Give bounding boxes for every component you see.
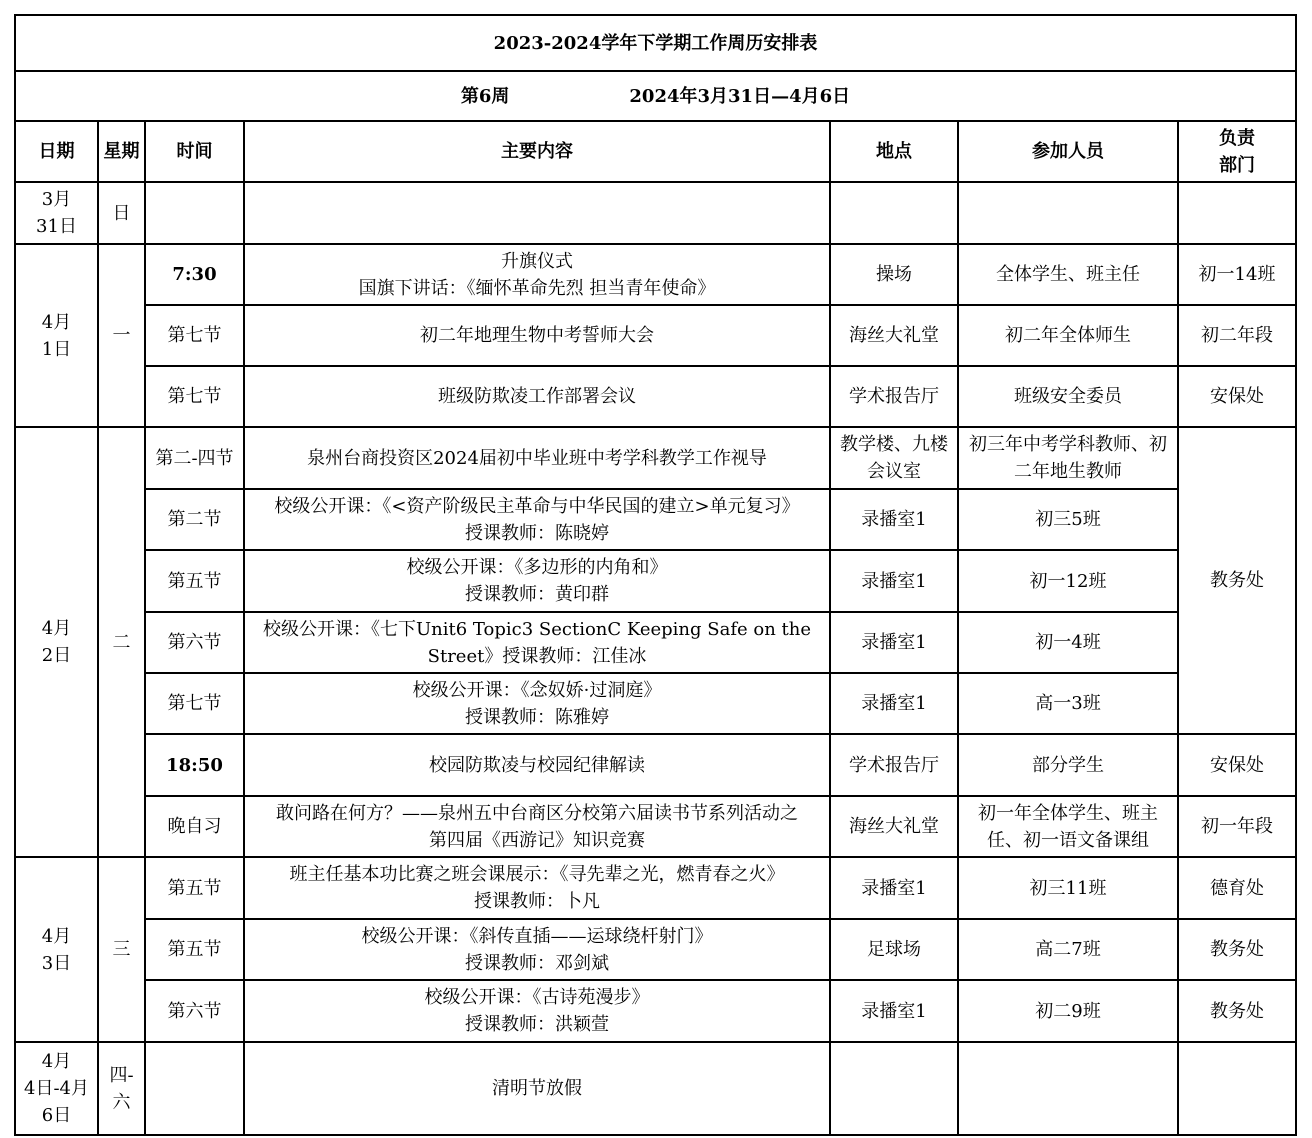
time-cell: 第六节 xyxy=(145,612,244,673)
place-cell: 录播室1 xyxy=(830,550,958,612)
dept-cell xyxy=(1178,182,1296,244)
table-row xyxy=(15,182,1296,244)
table-row xyxy=(15,305,1296,366)
table-row xyxy=(15,734,1296,796)
place-cell: 录播室1 xyxy=(830,980,958,1042)
content-cell: 校级公开课：《念奴娇·过洞庭》 授课教师：陈雅婷 xyxy=(244,673,830,734)
time-cell: 第五节 xyxy=(145,550,244,612)
weekday-cell: 三 xyxy=(98,857,145,1042)
header-date: 日期 xyxy=(15,121,98,182)
header-dept: 负责 部门 xyxy=(1178,121,1296,182)
table-row xyxy=(15,550,1296,612)
dept-cell: 教务处 xyxy=(1178,980,1296,1042)
place-cell: 海丝大礼堂 xyxy=(830,305,958,366)
date-cell: 3月 31日 xyxy=(15,182,98,244)
people-cell: 初三5班 xyxy=(958,489,1178,550)
people-cell: 初一年全体学生、班主 任、初一语文备课组 xyxy=(958,796,1178,857)
table-row xyxy=(15,1042,1296,1135)
week-subtitle xyxy=(15,71,1296,121)
time-cell: 晚自习 xyxy=(145,796,244,857)
date-cell: 4月 3日 xyxy=(15,857,98,1042)
people-cell: 初一4班 xyxy=(958,612,1178,673)
content-cell: 校级公开课：《七下Unit6 Topic3 SectionC Keeping Safe on the Street》授课教师：江佳冰 xyxy=(244,612,830,673)
table-row xyxy=(15,673,1296,734)
content-cell: 初二年地理生物中考誓师大会 xyxy=(244,305,830,366)
content-cell xyxy=(244,182,830,244)
weekday-cell: 二 xyxy=(98,427,145,857)
date-range: 2024年3月31日—4月6日 xyxy=(629,85,851,107)
place-cell: 足球场 xyxy=(830,919,958,980)
time-cell: 第五节 xyxy=(145,919,244,980)
time-cell: 第二-四节 xyxy=(145,427,244,489)
header-content: 主要内容 xyxy=(244,121,830,182)
date-cell: 4月 4日-4月 6日 xyxy=(15,1042,98,1135)
header-place: 地点 xyxy=(830,121,958,182)
page-title: 2023-2024学年下学期工作周历安排表 xyxy=(15,15,1296,71)
time-cell: 第七节 xyxy=(145,366,244,427)
place-cell: 录播室1 xyxy=(830,612,958,673)
time-cell: 7:30 xyxy=(145,244,244,305)
schedule-table xyxy=(14,14,1297,1136)
content-cell: 班级防欺凌工作部署会议 xyxy=(244,366,830,427)
weekday-cell: 四-六 xyxy=(98,1042,145,1135)
place-cell: 录播室1 xyxy=(830,673,958,734)
content-cell: 泉州台商投资区2024届初中毕业班中考学科教学工作视导 xyxy=(244,427,830,489)
time-cell xyxy=(145,1042,244,1135)
time-cell xyxy=(145,182,244,244)
people-cell: 部分学生 xyxy=(958,734,1178,796)
content-cell: 校级公开课：《斜传直插——运球绕杆射门》 授课教师：邓剑斌 xyxy=(244,919,830,980)
content-cell: 班主任基本功比赛之班会课展示：《寻先辈之光，燃青春之火》 授课教师：卜凡 xyxy=(244,857,830,919)
dept-cell: 德育处 xyxy=(1178,857,1296,919)
table-row xyxy=(15,612,1296,673)
place-cell: 教学楼、九楼 会议室 xyxy=(830,427,958,489)
time-cell: 18:50 xyxy=(145,734,244,796)
people-cell: 初二9班 xyxy=(958,980,1178,1042)
people-cell: 初三11班 xyxy=(958,857,1178,919)
table-row xyxy=(15,244,1296,305)
place-cell: 操场 xyxy=(830,244,958,305)
time-cell: 第七节 xyxy=(145,673,244,734)
place-cell: 录播室1 xyxy=(830,489,958,550)
content-cell: 清明节放假 xyxy=(244,1042,830,1135)
people-cell: 初三年中考学科教师、初 二年地生教师 xyxy=(958,427,1178,489)
table-row xyxy=(15,980,1296,1042)
people-cell: 高一3班 xyxy=(958,673,1178,734)
week-label: 第6周 xyxy=(460,85,510,107)
dept-cell: 安保处 xyxy=(1178,734,1296,796)
people-cell xyxy=(958,1042,1178,1135)
time-cell: 第二节 xyxy=(145,489,244,550)
time-cell: 第七节 xyxy=(145,305,244,366)
place-cell: 学术报告厅 xyxy=(830,734,958,796)
header-people: 参加人员 xyxy=(958,121,1178,182)
people-cell: 高二7班 xyxy=(958,919,1178,980)
content-cell: 校级公开课：《<资产阶级民主革命与中华民国的建立>单元复习》 授课教师：陈晓婷 xyxy=(244,489,830,550)
dept-cell: 初一14班 xyxy=(1178,244,1296,305)
place-cell: 海丝大礼堂 xyxy=(830,796,958,857)
header-row xyxy=(15,121,1296,182)
header-weekday: 星期 xyxy=(98,121,145,182)
table-row xyxy=(15,796,1296,857)
content-cell: 升旗仪式 国旗下讲话：《缅怀革命先烈 担当青年使命》 xyxy=(244,244,830,305)
place-cell xyxy=(830,182,958,244)
header-time: 时间 xyxy=(145,121,244,182)
table-row xyxy=(15,919,1296,980)
table-row xyxy=(15,489,1296,550)
table-row xyxy=(15,366,1296,427)
dept-cell: 初二年段 xyxy=(1178,305,1296,366)
content-cell: 校级公开课：《多边形的内角和》 授课教师：黄印群 xyxy=(244,550,830,612)
weekday-cell: 一 xyxy=(98,244,145,427)
dept-cell: 初一年段 xyxy=(1178,796,1296,857)
people-cell: 班级安全委员 xyxy=(958,366,1178,427)
place-cell: 录播室1 xyxy=(830,857,958,919)
content-cell: 校园防欺凌与校园纪律解读 xyxy=(244,734,830,796)
time-cell: 第六节 xyxy=(145,980,244,1042)
people-cell: 全体学生、班主任 xyxy=(958,244,1178,305)
dept-cell xyxy=(1178,1042,1296,1135)
place-cell: 学术报告厅 xyxy=(830,366,958,427)
date-cell: 4月 2日 xyxy=(15,427,98,857)
place-cell xyxy=(830,1042,958,1135)
dept-cell: 教务处 xyxy=(1178,427,1296,734)
people-cell: 初一12班 xyxy=(958,550,1178,612)
people-cell: 初二年全体师生 xyxy=(958,305,1178,366)
dept-cell: 安保处 xyxy=(1178,366,1296,427)
table-row xyxy=(15,427,1296,489)
content-cell: 校级公开课：《古诗苑漫步》 授课教师：洪颖萱 xyxy=(244,980,830,1042)
people-cell xyxy=(958,182,1178,244)
content-cell: 敢问路在何方？——泉州五中台商区分校第六届读书节系列活动之 第四届《西游记》知识竞赛 xyxy=(244,796,830,857)
weekday-cell: 日 xyxy=(98,182,145,244)
time-cell: 第五节 xyxy=(145,857,244,919)
date-cell: 4月 1日 xyxy=(15,244,98,427)
table-row xyxy=(15,857,1296,919)
dept-cell: 教务处 xyxy=(1178,919,1296,980)
